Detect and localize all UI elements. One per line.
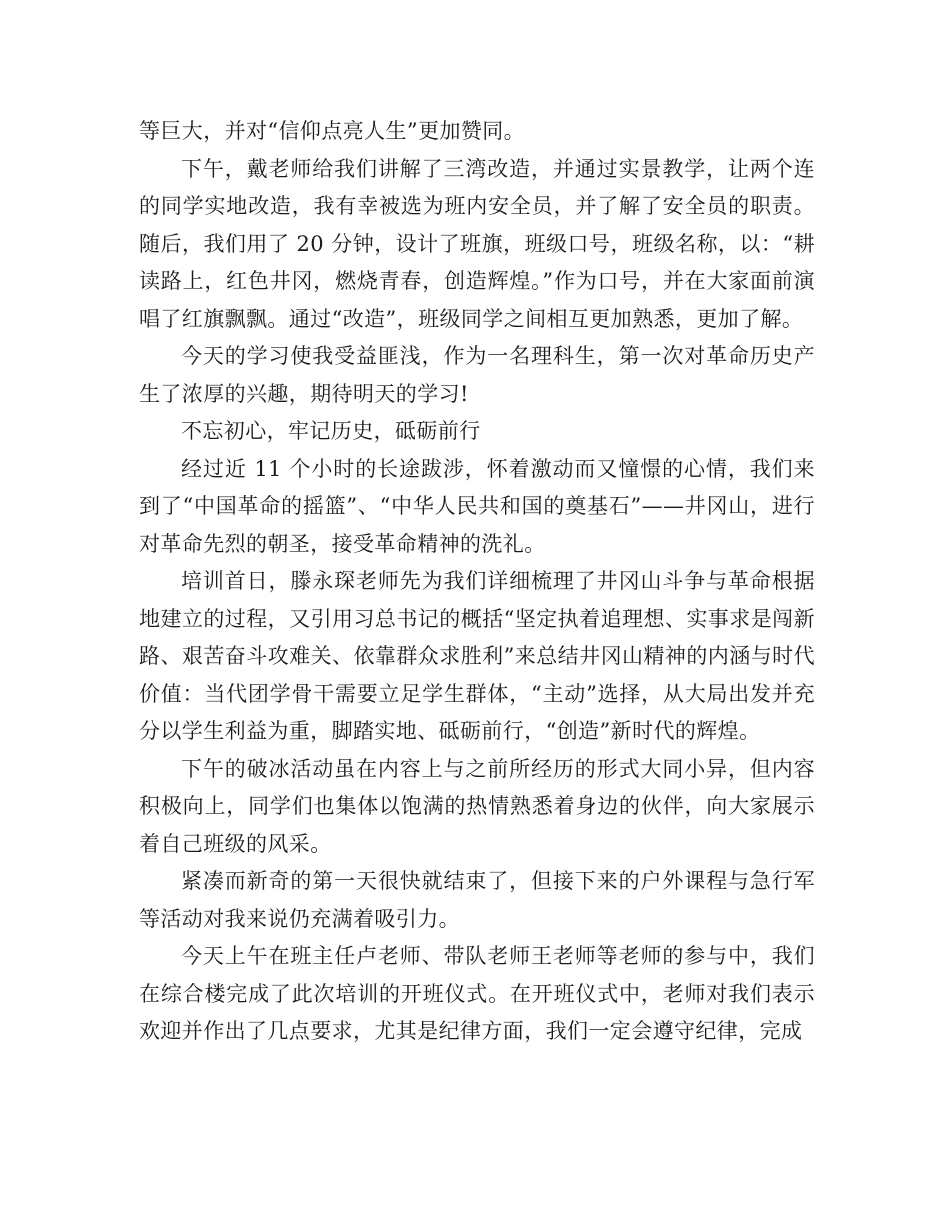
paragraph-arrival-jinggangshan: 经过近 11 个小时的长途跋涉，怀着激动而又憧憬的心情，我们来到了“中国革命的摇篮”、“中华人民共和国的奠基石”——井冈山，进行对革命先烈的朝圣，接受革命精神的洗礼。 (139, 456, 815, 556)
paragraph-continuation: 等巨大，并对“信仰点亮人生”更加赞同。 (139, 119, 526, 143)
paragraph-learning-reflection: 今天的学习使我受益匪浅，作为一名理科生，第一次对革命历史产生了浓厚的兴趣，期待明天的学习! (139, 344, 815, 406)
paragraph-first-day-training: 培训首日，滕永琛老师先为我们详细梳理了井冈山斗争与革命根据地建立的过程，又引用习总书记的概括“坚定执着追理想、实事求是闯新路、艰苦奋斗攻难关、依靠群众求胜利”来总结井冈山精神的内涵与时代价值：当代团学骨干需要立足学生群体，“主动”选择，从大局出发并充分以学生利益为重，脚踏实地、砥砺前行，“创造”新时代的辉煌。 (139, 569, 815, 743)
document-body (139, 113, 815, 1051)
paragraph-sanwan-reform: 下午，戴老师给我们讲解了三湾改造，并通过实景教学，让两个连的同学实地改造，我有幸被选为班内安全员，并了解了安全员的职责。随后，我们用了 20 分钟，设计了班旗，班级口号，班级名称，以：“耕读路上，红色井冈，燃烧青春，创造辉煌。”作为口号，并在大家面前演唱了红旗飘飘。通过“改造”，班级同学之间相互更加熟悉，更加了解。 (139, 156, 815, 331)
paragraph-opening-ceremony: 今天上午在班主任卢老师、带队老师王老师等老师的参与中，我们在综合楼完成了此次培训的开班仪式。在开班仪式中，老师对我们表示欢迎并作出了几点要求，尤其是纪律方面，我们一定会遵守纪律，完成 (139, 944, 815, 1043)
paragraph-first-day-end: 紧凑而新奇的第一天很快就结束了，但接下来的户外课程与急行军等活动对我来说仍充满着吸引力。 (139, 869, 815, 931)
section-heading: 不忘初心，牢记历史，砥砺前行 (181, 419, 481, 443)
paragraph-icebreaker: 下午的破冰活动虽在内容上与之前所经历的形式大同小异，但内容积极向上，同学们也集体以饱满的热情熟悉着身边的伙伴，向大家展示着自己班级的风采。 (139, 756, 815, 856)
